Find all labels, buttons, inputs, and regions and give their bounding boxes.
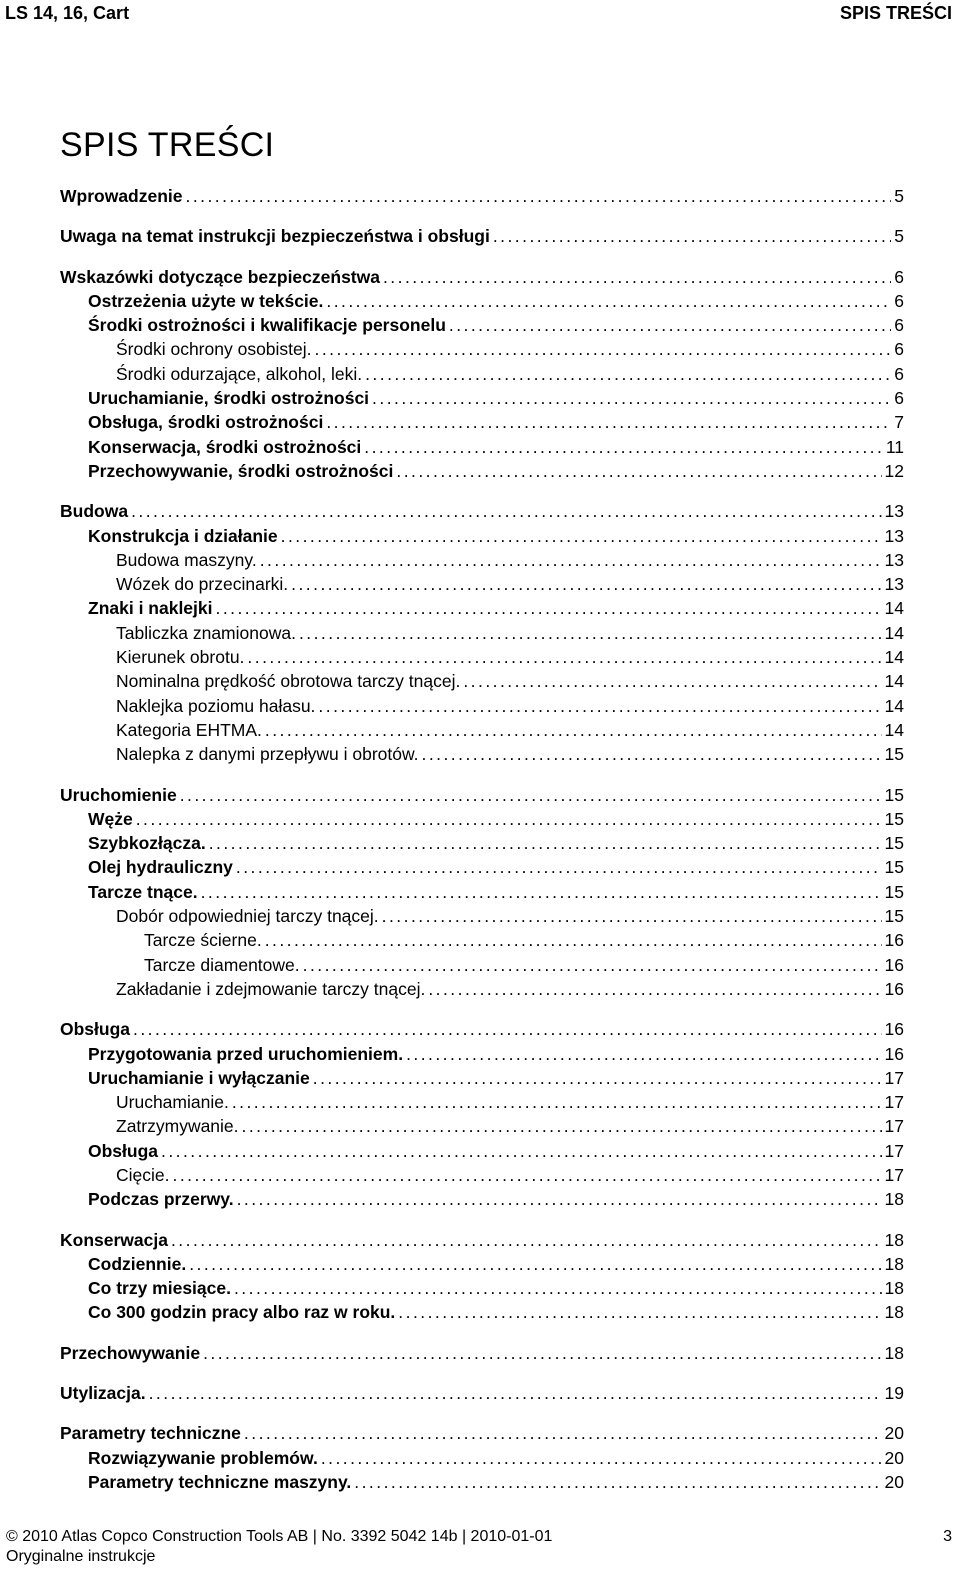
- footer-page-number: 3: [943, 1528, 952, 1545]
- toc-entry[interactable]: [60, 1163, 904, 1187]
- toc-entry-label: Kategoria EHTMA.: [116, 719, 262, 740]
- toc-entry-label: Wskazówki dotyczące bezpieczeństwa: [60, 266, 380, 287]
- toc-entry-page: 5: [894, 226, 904, 247]
- toc-entry[interactable]: [60, 718, 904, 742]
- toc-entry[interactable]: [60, 807, 904, 831]
- toc-entry[interactable]: [60, 694, 904, 718]
- toc-entry[interactable]: [60, 1139, 904, 1163]
- toc-entry-label: Konserwacja: [60, 1229, 168, 1250]
- toc-dot-leader: [242, 1114, 882, 1138]
- toc-entry-page: 12: [884, 460, 904, 481]
- toc-entry-page: 14: [884, 647, 904, 668]
- toc-entry-page: 6: [894, 363, 904, 384]
- toc-dot-leader: [449, 313, 891, 337]
- toc-entry-page: 13: [884, 525, 904, 546]
- toc-entry[interactable]: [60, 904, 904, 928]
- toc-entry-page: 15: [884, 808, 904, 829]
- toc-entry[interactable]: [60, 596, 904, 620]
- toc-entry-page: 17: [884, 1116, 904, 1137]
- toc-dot-leader: [398, 1300, 881, 1324]
- toc-dot-leader: [364, 435, 883, 459]
- toc-entry-label: Ostrzeżenia użyte w tekście.: [88, 290, 324, 311]
- toc-entry-label: Uwaga na temat instrukcji bezpieczeństwa i obsługi: [60, 226, 490, 247]
- toc-entry-label: Środki ostrożności i kwalifikacje personelu: [88, 315, 446, 336]
- toc-entry-label: Tarcze diamentowe.: [144, 954, 300, 975]
- toc-entry[interactable]: [60, 783, 904, 807]
- toc-dot-leader: [234, 1276, 882, 1300]
- toc-entry-page: 13: [884, 501, 904, 522]
- toc-entry-label: Obsługa: [60, 1019, 131, 1040]
- toc-entry-page: 6: [894, 339, 904, 360]
- toc-entry[interactable]: [60, 524, 904, 548]
- table-of-contents: [60, 184, 904, 1494]
- toc-dot-leader: [236, 855, 882, 879]
- toc-entry-page: 18: [884, 1302, 904, 1323]
- toc-entry-label: Codziennie.: [88, 1253, 187, 1274]
- toc-entry-label: Olej hydrauliczny: [88, 857, 233, 878]
- toc-dot-leader: [161, 1139, 882, 1163]
- toc-entry[interactable]: [60, 1017, 904, 1041]
- toc-entry[interactable]: [60, 953, 904, 977]
- toc-dot-leader: [315, 337, 892, 361]
- toc-entry-label: Środki ochrony osobistej.: [116, 339, 312, 360]
- toc-entry[interactable]: [60, 313, 904, 337]
- toc-entry[interactable]: [60, 831, 904, 855]
- toc-entry-label: Rozwiązywanie problemów.: [88, 1447, 318, 1468]
- toc-dot-leader: [318, 694, 881, 718]
- toc-dot-leader: [321, 1446, 882, 1470]
- toc-dot-leader: [281, 524, 882, 548]
- toc-dot-leader: [133, 1017, 882, 1041]
- toc-entry-label: Tarcze ścierne.: [144, 930, 262, 951]
- toc-entry-label: Przechowywanie: [60, 1342, 201, 1363]
- toc-entry[interactable]: [60, 1187, 904, 1211]
- toc-entry-label: Tarcze tnące.: [88, 881, 198, 902]
- toc-dot-leader: [186, 184, 892, 208]
- toc-entry-label: Budowa: [60, 501, 129, 522]
- toc-entry-label: Uruchamianie i wyłączanie: [88, 1067, 310, 1088]
- toc-entry[interactable]: [60, 572, 904, 596]
- toc-entry-page: 5: [894, 186, 904, 206]
- toc-dot-leader: [428, 977, 881, 1001]
- toc-entry[interactable]: [60, 386, 904, 410]
- toc-entry-page: 17: [884, 1067, 904, 1088]
- toc-entry-page: 13: [884, 574, 904, 595]
- toc-entry[interactable]: [60, 1066, 904, 1090]
- toc-dot-leader: [303, 953, 882, 977]
- toc-entry-label: Uruchamianie.: [116, 1092, 229, 1113]
- toc-entry-page: 7: [894, 412, 904, 433]
- toc-entry-page: 16: [884, 954, 904, 975]
- toc-entry-page: 6: [894, 315, 904, 336]
- toc-entry[interactable]: [60, 499, 904, 523]
- toc-entry-page: 16: [884, 930, 904, 951]
- toc-entry-page: 18: [884, 1229, 904, 1250]
- footer-copyright: © 2010 Atlas Copco Construction Tools AB | No. 3392 5042 14b | 2010-01-01: [6, 1528, 553, 1545]
- toc-entry-page: 19: [884, 1383, 904, 1404]
- toc-entry[interactable]: [60, 1252, 904, 1276]
- toc-entry-label: Co trzy miesiące.: [88, 1278, 231, 1299]
- toc-entry-label: Węże: [88, 808, 133, 829]
- toc-entry-label: Kierunek obrotu.: [116, 647, 245, 668]
- toc-entry[interactable]: [60, 855, 904, 879]
- toc-entry-label: Co 300 godzin pracy albo raz w roku.: [88, 1302, 396, 1323]
- toc-dot-leader: [136, 807, 882, 831]
- toc-dot-leader: [493, 224, 891, 248]
- toc-dot-leader: [247, 645, 881, 669]
- toc-entry-label: Obsługa: [88, 1140, 159, 1161]
- toc-entry-label: Parametry techniczne maszyny.: [88, 1471, 352, 1492]
- toc-dot-leader: [313, 1066, 882, 1090]
- toc-entry[interactable]: [60, 1090, 904, 1114]
- toc-entry-label: Naklejka poziomu hałasu.: [116, 695, 316, 716]
- toc-entry-label: Wózek do przecinarki.: [116, 574, 289, 595]
- toc-entry-label: Nominalna prędkość obrotowa tarczy tnącej.: [116, 671, 461, 692]
- toc-entry-label: Znaki i naklejki: [88, 598, 213, 619]
- toc-entry-page: 6: [894, 388, 904, 409]
- toc-entry[interactable]: [60, 1276, 904, 1300]
- toc-entry-page: 14: [884, 671, 904, 692]
- toc-entry[interactable]: [60, 621, 904, 645]
- toc-entry[interactable]: [60, 1114, 904, 1138]
- toc-dot-leader: [201, 880, 882, 904]
- toc-entry[interactable]: [60, 880, 904, 904]
- toc-entry-page: 17: [884, 1092, 904, 1113]
- toc-entry-page: 15: [884, 881, 904, 902]
- toc-entry[interactable]: [60, 1042, 904, 1066]
- toc-entry[interactable]: [60, 1228, 904, 1252]
- toc-entry[interactable]: [60, 435, 904, 459]
- toc-entry-label: Zakładanie i zdejmowanie tarczy tnącej.: [116, 978, 426, 999]
- toc-entry-label: Konserwacja, środki ostrożności: [88, 436, 362, 457]
- toc-entry-page: 6: [894, 290, 904, 311]
- toc-entry-page: 6: [894, 266, 904, 287]
- toc-entry[interactable]: [60, 1446, 904, 1470]
- toc-entry-label: Środki odurzające, alkohol, leki.: [116, 363, 363, 384]
- toc-entry-label: Podczas przerwy.: [88, 1189, 234, 1210]
- toc-entry[interactable]: [60, 742, 904, 766]
- toc-entry[interactable]: [60, 362, 904, 386]
- toc-dot-leader: [149, 1381, 882, 1405]
- header-document-name: LS 14, 16, Cart: [5, 3, 130, 23]
- toc-entry[interactable]: [60, 1470, 904, 1494]
- toc-dot-leader: [354, 1470, 881, 1494]
- toc-dot-leader: [265, 718, 882, 742]
- toc-dot-leader: [203, 1341, 881, 1365]
- toc-dot-leader: [131, 499, 881, 523]
- toc-entry-page: 14: [884, 622, 904, 643]
- toc-dot-leader: [382, 904, 882, 928]
- toc-dot-leader: [383, 265, 891, 289]
- toc-entry-page: 15: [884, 784, 904, 805]
- toc-entry[interactable]: [60, 1381, 904, 1405]
- toc-entry[interactable]: [60, 410, 904, 434]
- toc-dot-leader: [406, 1042, 881, 1066]
- toc-dot-leader: [422, 742, 882, 766]
- toc-entry-label: Szybkozłącza.: [88, 833, 206, 854]
- toc-entry-label: Uruchomienie: [60, 784, 177, 805]
- toc-entry[interactable]: [60, 265, 904, 289]
- toc-dot-leader: [396, 459, 881, 483]
- toc-entry-page: 17: [884, 1164, 904, 1185]
- toc-dot-leader: [372, 386, 891, 410]
- toc-entry[interactable]: [60, 977, 904, 1001]
- toc-entry-page: 18: [884, 1253, 904, 1274]
- toc-dot-leader: [326, 410, 891, 434]
- toc-dot-leader: [171, 1228, 882, 1252]
- toc-entry-page: 18: [884, 1342, 904, 1363]
- toc-entry-label: Utylizacja.: [60, 1383, 146, 1404]
- toc-dot-leader: [232, 1090, 882, 1114]
- toc-dot-leader: [365, 362, 891, 386]
- toc-dot-leader: [291, 572, 881, 596]
- toc-entry-page: 14: [884, 719, 904, 740]
- page-title: SPIS TREŚCI: [60, 126, 275, 164]
- toc-dot-leader: [326, 289, 891, 313]
- toc-dot-leader: [216, 596, 882, 620]
- toc-entry[interactable]: [60, 928, 904, 952]
- toc-entry-page: 13: [884, 549, 904, 570]
- toc-entry[interactable]: [60, 1341, 904, 1365]
- toc-entry-label: Tabliczka znamionowa.: [116, 622, 296, 643]
- toc-entry-page: 18: [884, 1278, 904, 1299]
- page-header: [5, 2, 952, 24]
- toc-entry-label: Zatrzymywanie.: [116, 1116, 239, 1137]
- toc-dot-leader: [463, 669, 881, 693]
- toc-dot-leader: [180, 783, 882, 807]
- toc-entry-page: 18: [884, 1189, 904, 1210]
- toc-entry-label: Cięcie.: [116, 1164, 170, 1185]
- toc-entry-label: Uruchamianie, środki ostrożności: [88, 388, 370, 409]
- toc-entry-page: 20: [884, 1447, 904, 1468]
- toc-entry-page: 15: [884, 744, 904, 765]
- toc-dot-leader: [173, 1163, 882, 1187]
- toc-entry[interactable]: [60, 669, 904, 693]
- toc-entry-label: Przechowywanie, środki ostrożności: [88, 460, 394, 481]
- toc-entry-label: Konstrukcja i działanie: [88, 525, 278, 546]
- toc-entry-page: 20: [884, 1423, 904, 1444]
- toc-entry[interactable]: [60, 224, 904, 248]
- toc-dot-leader: [209, 831, 882, 855]
- toc-entry-page: 16: [884, 1043, 904, 1064]
- toc-entry[interactable]: [60, 645, 904, 669]
- toc-entry-label: Dobór odpowiedniej tarczy tnącej.: [116, 906, 379, 927]
- toc-entry[interactable]: [60, 289, 904, 313]
- toc-entry-page: 15: [884, 833, 904, 854]
- toc-entry-page: 16: [884, 1019, 904, 1040]
- toc-entry[interactable]: [60, 459, 904, 483]
- toc-entry[interactable]: [60, 337, 904, 361]
- toc-entry-page: 14: [884, 598, 904, 619]
- toc-dot-leader: [260, 548, 882, 572]
- toc-entry-page: 15: [884, 857, 904, 878]
- toc-entry-label: Wprowadzenie: [60, 186, 183, 206]
- toc-entry[interactable]: [60, 1300, 904, 1324]
- toc-dot-leader: [237, 1187, 882, 1211]
- toc-entry-label: Obsługa, środki ostrożności: [88, 412, 324, 433]
- toc-entry[interactable]: [60, 184, 904, 208]
- toc-entry-label: Budowa maszyny.: [116, 549, 257, 570]
- toc-entry[interactable]: [60, 548, 904, 572]
- toc-entry-page: 11: [885, 436, 904, 457]
- toc-entry-page: 15: [884, 906, 904, 927]
- toc-entry-page: 14: [884, 695, 904, 716]
- toc-dot-leader: [265, 928, 882, 952]
- toc-entry-page: 20: [884, 1471, 904, 1492]
- toc-entry-page: 16: [884, 978, 904, 999]
- toc-entry-page: 17: [884, 1140, 904, 1161]
- toc-dot-leader: [244, 1421, 882, 1445]
- header-section-title: SPIS TREŚCI: [839, 3, 952, 23]
- toc-dot-leader: [299, 621, 882, 645]
- toc-dot-leader: [189, 1252, 881, 1276]
- footer-note: Oryginalne instrukcje: [6, 1548, 156, 1565]
- toc-entry-label: Przygotowania przed uruchomieniem.: [88, 1043, 404, 1064]
- page-footer: [6, 1527, 952, 1567]
- toc-entry[interactable]: [60, 1421, 904, 1445]
- toc-entry-label: Parametry techniczne: [60, 1423, 241, 1444]
- toc-entry-label: Nalepka z danymi przepływu i obrotów.: [116, 744, 419, 765]
